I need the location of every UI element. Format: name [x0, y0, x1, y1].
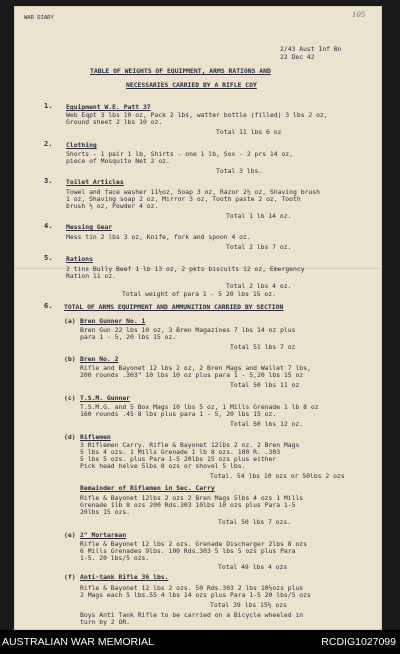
section-line: Mess tin 2 lbs 3 oz, Knife, fork and spoon 4 oz.: [66, 233, 251, 241]
record-id: RCDIG1027099: [321, 636, 396, 648]
section-line: Ground sheet 2 lbs 10 oz.: [66, 118, 163, 126]
section-line: 2 tins Bully Beef 1 lb 13 oz, 2 pkts biscuits 12 oz, Emergency: [66, 265, 305, 273]
section-total: Total 2 lbs 4 oz.: [226, 282, 292, 290]
subsection-label: (a): [64, 317, 76, 325]
archive-footer: [0, 630, 400, 654]
document-page: [14, 6, 382, 630]
subsection-total: Total 50 lbs 11 oz: [230, 381, 300, 389]
subsection-heading: Riflemen: [80, 433, 111, 441]
title-line-1: TABLE OF WEIGHTS OF EQUIPMENT, ARMS RATIONS AND: [90, 67, 271, 75]
subsection-total: Total 49 lbs 4 ozs: [218, 563, 288, 571]
subsection-label: (f): [64, 573, 76, 581]
subsection-line: 20lbs 15 ozs.: [80, 508, 131, 516]
section-line: piece of Mosquito Net 2 oz.: [66, 157, 170, 165]
unit-name: 2/43 Aust Inf Bn: [280, 45, 342, 53]
section-heading: Clothing: [66, 141, 97, 149]
subsection-line: 200 rounds .303" 10 lbs 10 oz plus para 1 - 5,20 lbs 15 oz: [80, 371, 304, 379]
subsection-line: Pick head helve 5lbs 8 ozs or shovel 5 lbs.: [80, 462, 246, 470]
subsection-heading: 2" Mortarman: [80, 531, 127, 539]
section-heading: Toilet Articles: [66, 178, 124, 186]
subsection-line: 3 Riflemen Carry. Rifle & Bayonet 12lbs 2 oz. 2 Bren Mags: [80, 441, 300, 449]
subsection-line: Rifle & Bayonet 12 lbs 2 ozs. 50 Rds.303 2 lbs 10½ozs plus: [80, 584, 304, 592]
subsection-line: Rifle & Bayonet 12 lbs 2 ozs. Grenade Discharger 2lbs 8 ozs: [80, 540, 308, 548]
section-line: brush ½ oz, Powder 4 oz.: [66, 202, 159, 210]
subsection-line: 2 Mags each 5 lbs.55 4 lbs 14 ozs plus Para 1-5 20 lbs/5 ozs: [80, 591, 311, 599]
section-line: Ration 11 oz.: [66, 272, 117, 280]
section-line: 1 oz, Shaving soap 2 oz, Mirror 3 oz, Tooth paste 2 oz, Tooth: [66, 195, 301, 203]
subsection-line: Rifle and Bayonet 12 lbs 2 oz, 2 Bren Mags and Wallet 7 lbs,: [80, 364, 311, 372]
title-line-2: NECESSARIES CARRIED BY A RIFLE COY: [126, 81, 257, 89]
section-heading: Messing Gear: [66, 223, 113, 231]
subsection-heading: Anti-tank Rifle 36 lbs.: [80, 573, 169, 581]
subsection-note: turn by 2 OR.: [80, 618, 131, 626]
subsection-label: (b): [64, 355, 76, 363]
subsection-line: 6 Mills Grenades 9lbs. 100 Rds.303 5 lbs 5 ozs plus Para: [80, 547, 296, 555]
section-number: 4.: [44, 222, 53, 230]
section-number: 2.: [44, 140, 53, 148]
section-total: Total 2 lbs 7 oz.: [226, 243, 292, 251]
war-diary-label: WAR DIARY: [24, 15, 54, 21]
subsection-heading: Bren Gunner No. 1: [80, 317, 146, 325]
section-number: 5.: [44, 254, 53, 262]
section-line: Towel and face washer 11½oz, Soap 3 oz, Razor 2½ oz, Shaving brush: [66, 188, 320, 196]
section-total: Total 3 lbs.: [216, 167, 263, 175]
subsection-line: 5 lbs 5 ozs. plus Para 1-5 20lbs 15 ozs plus either: [80, 455, 277, 463]
section-line: Web Eqpt 3 lbs 10 oz, Pack 2 lbs, watter bottle (filled) 3 lbs 2 oz,: [66, 111, 328, 119]
subsection-label: (e): [64, 531, 76, 539]
page-number: 105: [352, 11, 366, 19]
section-heading: Equipment W.E. Patt 37: [66, 103, 151, 111]
section-number: 6.: [44, 302, 53, 310]
subsection-line: 5 lbs 4 ozs. 1 Mills Grenade 1 lb 8 ozs. 100 R. .303: [80, 448, 281, 456]
section-number: 3.: [44, 177, 53, 185]
subsection-line: 160 rounds .45 8 lbs plus para 1 - 5, 20 lbs 15 oz.: [80, 410, 277, 418]
subsection-total: Total 39 lbs 15½ ozs: [210, 601, 287, 609]
subsection-line: Grenade 1lb 8 ozs 200 Rds.303 10lbs 10 ozs plus Para 1-5: [80, 501, 296, 509]
grand-total: Total weight of para 1 - 5 20 lbs 15 oz.: [122, 290, 276, 298]
section-line: Shorts - 1 pair 1 lb, Shirts - one 1 lb, Sox - 2 prs 14 oz,: [66, 150, 294, 158]
subsection-total: Total 50 lbs 7 ozs.: [218, 518, 292, 526]
subsection-line: 1-5. 20 lbs/5 ozs.: [80, 554, 150, 562]
subsection-label: (c): [64, 394, 76, 402]
subsection-total: Total 50 lbs 12 oz.: [230, 420, 304, 428]
section-total: Total 11 lbs 6 oz: [216, 128, 282, 136]
section-heading: Rations: [66, 255, 93, 263]
subsection-line: para 1 - 5, 20 lbs 15 oz.: [80, 333, 177, 341]
subsection-total: Total. 54 lbs 10 ozs or 50lbs 2 ozs: [210, 472, 345, 480]
subsection-heading: T.S.M. Gunner: [80, 394, 131, 402]
subsection-line: T.S.M.G. and 5 Box Mags 10 lbs 5 oz, 1 Mills Grenade 1 lb 8 oz: [80, 403, 319, 411]
subsection-heading: Remainder of Riflemen in Sec. Carry: [80, 484, 215, 492]
document-date: 22 Dec 42: [280, 53, 315, 61]
section-heading: TOTAL OF ARMS EQUIPMENT AND AMMUNITION CARRIED BY SECTION: [64, 303, 284, 311]
section-number: 1.: [44, 102, 53, 110]
subsection-note: Boys Anti Tank Rifle to be carried on a Bicycle wheeled in: [80, 611, 304, 619]
subsection-label: (d): [64, 433, 76, 441]
subsection-line: Bren Gun 22 lbs 10 oz, 3 Bren Magazines 7 lbs 14 oz plus: [80, 326, 296, 334]
subsection-total: Total 51 lbs 7 oz: [230, 343, 296, 351]
section-total: Total 1 lb 14 oz.: [226, 212, 292, 220]
subsection-heading: Bren No. 2: [80, 355, 119, 363]
archive-name: AUSTRALIAN WAR MEMORIAL: [2, 636, 154, 648]
subsection-line: Rifle & Bayonet 12lbs 2 ozs 2 Bren Mags 5lbs 4 ozs 1 Mills: [80, 494, 304, 502]
